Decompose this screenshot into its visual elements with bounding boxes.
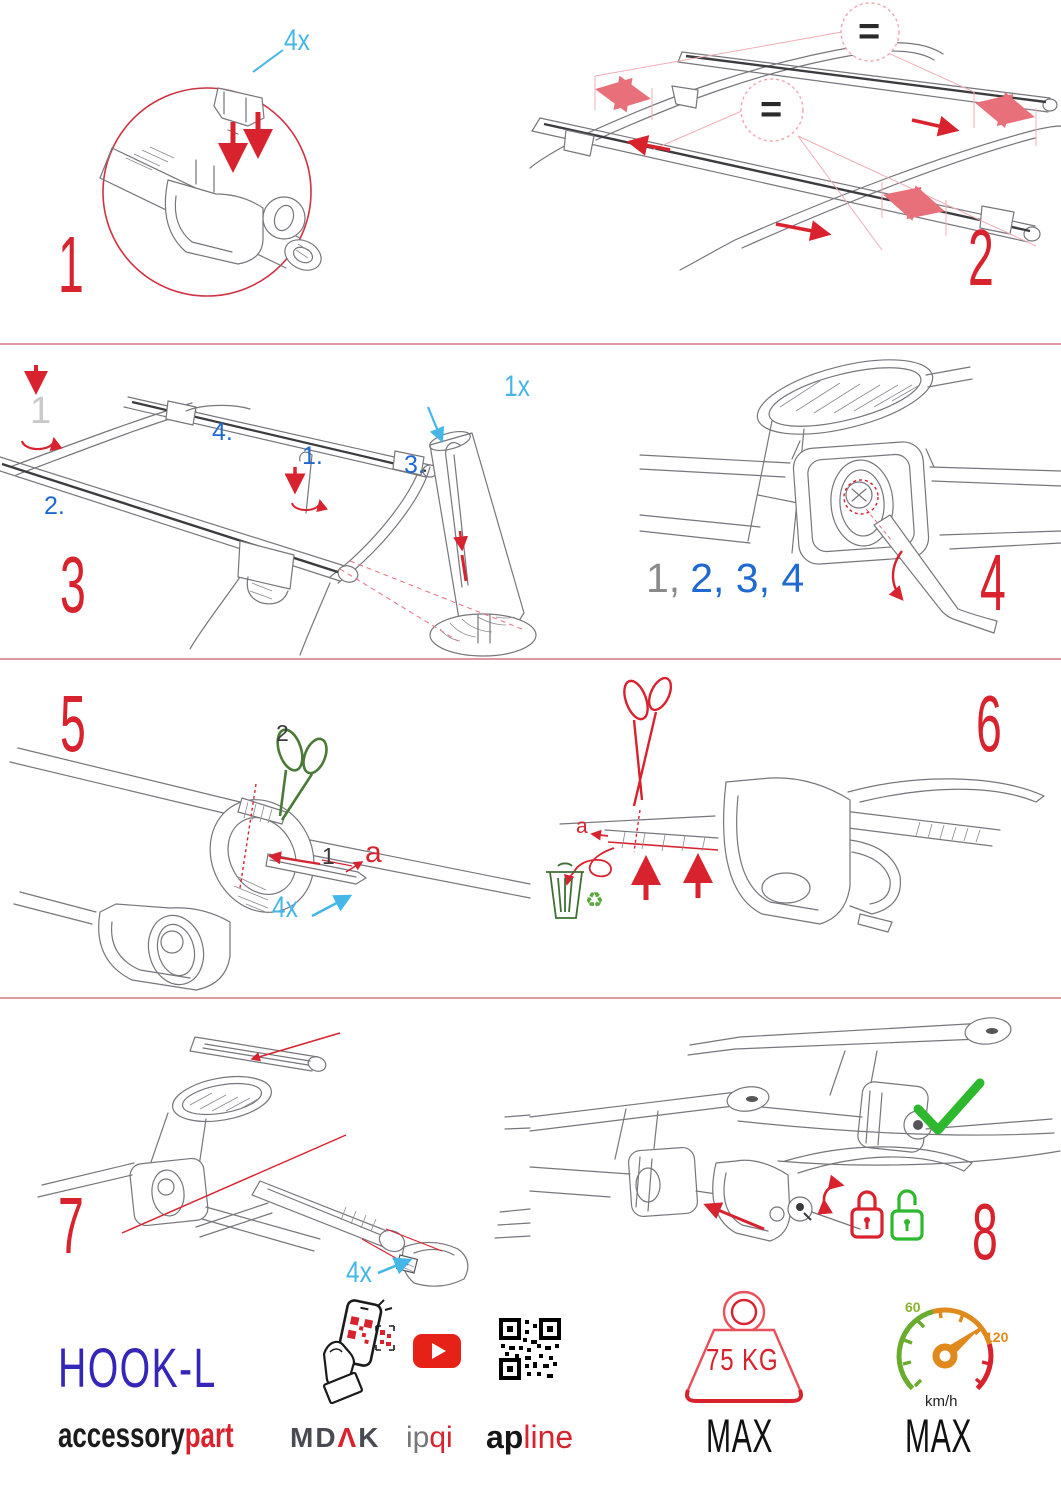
qr-code [497,1316,563,1382]
step5-label-2: 2 [276,720,289,746]
sequence-next: 2, 3, 4 [690,555,805,601]
step3-illustration [0,345,640,658]
rotate-arrow [824,1185,842,1201]
qty-leader-line [253,50,283,72]
mini-qr [376,1326,394,1350]
mdak-md: MD [290,1422,338,1453]
step1-qty-label: 4x [284,24,310,57]
step5-dim-a: a [365,836,382,869]
brand-accessory: accessory [58,1416,185,1455]
clamp-body [165,180,263,264]
foot [238,541,294,589]
mdak-lambda: Λ [337,1422,359,1453]
tube-with-key [428,428,536,656]
foot [166,401,196,425]
recycle-icon: ♻ [585,889,604,912]
step5-qty-label: 4x [272,891,298,924]
waste-strip [567,834,614,884]
step3-part-label-2: 2. [44,492,65,520]
apline-ap: ap [486,1419,524,1455]
ipqi-ip: ip [406,1421,430,1454]
equal-sign: = [858,11,881,53]
bar-cross-section [191,781,334,930]
slide-arrows [630,120,956,234]
step7-number: 7 [58,1181,83,1270]
step4-number: 4 [980,538,1005,627]
sequence-done: 1, [646,555,681,601]
step3-qty-label: 1x [504,370,530,403]
excess-strip [605,830,718,851]
speed-low: 60 [905,1299,921,1315]
mdak-logo [290,1422,380,1454]
brand-part: part [184,1416,234,1455]
speed-unit: km/h [925,1393,958,1410]
step1-number: 1 [58,220,83,309]
phone-scan-icon [318,1296,396,1402]
step6-number: 6 [976,679,1001,768]
brand-logo [58,1418,234,1453]
qty-leader-line [428,407,442,441]
step4-sequence [646,555,805,601]
speed-high: 120 [985,1329,1009,1345]
scissors-icon [620,675,676,806]
step6-dim-a: a [576,815,588,838]
lock-closed-icon [852,1192,882,1237]
max-load-label: MAX [706,1409,774,1462]
lock-open-icon [892,1191,922,1239]
step5-label-1: 1 [322,843,335,869]
step7-qty-label: 4x [346,1256,372,1289]
max-speed-label: MAX [905,1409,973,1462]
trash-bin-icon [546,863,584,918]
qty-leader-line [312,896,350,916]
equal-sign: = [760,89,783,131]
step3-number: 3 [60,540,85,629]
push-up-arrows [646,858,698,900]
mdak-k: K [358,1422,381,1453]
ipqi-logo [406,1421,453,1455]
step8-number: 8 [972,1187,997,1276]
cut-line [634,810,640,852]
foot [672,86,698,108]
speedometer-icon [878,1292,1013,1410]
step3-part-label-1: 1. [302,442,323,470]
clamp-side-view [724,778,1044,932]
step3-part-label-3: 3. [404,451,425,479]
end-cap-assembly [196,1181,468,1289]
step2-number: 2 [968,213,993,302]
youtube-icon [413,1334,461,1368]
product-name: HOOK-L [58,1336,217,1399]
step3-part-label-4: 4. [212,418,233,446]
step3-ghost-one: 1 [30,390,52,432]
apline-logo [486,1419,573,1456]
bar-top-view [750,345,972,449]
max-load-value: 75 KG [706,1342,779,1377]
ipqi-qi: qi [429,1421,453,1454]
apline-line: line [523,1419,574,1455]
step5-number: 5 [60,679,85,768]
bar-channel-view [38,1033,340,1251]
clamp-body [99,904,230,990]
